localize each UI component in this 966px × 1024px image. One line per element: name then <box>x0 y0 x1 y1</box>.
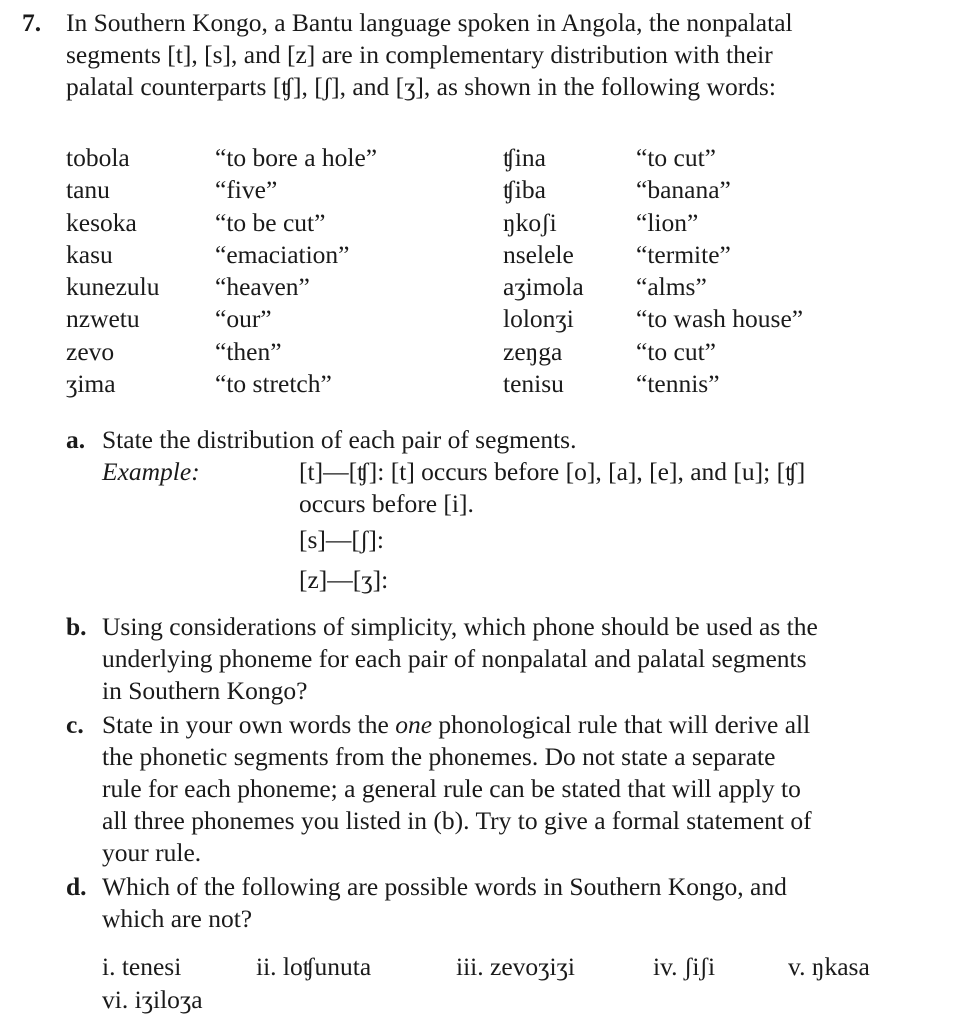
part-a-text <box>102 424 952 456</box>
option-row <box>102 984 962 1017</box>
word-row <box>66 336 926 368</box>
word-row <box>66 271 926 303</box>
word: aʒimola <box>503 272 584 302</box>
gloss: “emaciation” <box>215 239 350 269</box>
word: kunezulu <box>66 272 160 302</box>
intro-line: In Southern Kongo, a Bantu language spoken in Angola, the nonpalatal <box>66 8 793 37</box>
question-number: 7. <box>22 8 42 37</box>
word: zevo <box>66 336 115 366</box>
pair-z: [z]—[ʒ]: <box>299 565 389 594</box>
word: tobola <box>66 143 130 172</box>
word: tenisu <box>503 369 564 399</box>
word: lolonʒi <box>503 304 574 334</box>
intro-line: palatal counterparts [ʧ], [ʃ], and [ʒ], as shown in the following words: <box>66 72 776 101</box>
part-c-line: your rule. <box>102 838 202 867</box>
part-letter: b. <box>66 612 87 641</box>
option-item: v. ŋkasa <box>788 952 870 981</box>
example-line: [t]—[ʧ]: [t] occurs before [o], [a], [e], and [u]; [ʧ] <box>299 457 806 486</box>
word: ʧiba <box>503 175 546 205</box>
part-b-line: underlying phoneme for each pair of nonpalatal and palatal segments <box>102 644 807 673</box>
option-item: ii. loʧunuta <box>256 952 372 981</box>
option-item: vi. iʒiloʒa <box>102 985 203 1014</box>
gloss: “to be cut” <box>215 207 326 237</box>
part-c-line <box>102 709 952 741</box>
part-c-line: rule for each phoneme; a general rule can be stated that will apply to <box>102 774 801 803</box>
word-list <box>66 142 926 400</box>
gloss: “to stretch” <box>215 369 332 399</box>
gloss: “termite” <box>636 239 731 269</box>
word-row <box>66 207 926 239</box>
intro-line: segments [t], [s], and [z] are in complementary distribution with their <box>66 40 773 69</box>
word-options <box>102 951 962 1017</box>
word-row <box>66 239 926 271</box>
gloss: “heaven” <box>215 272 310 302</box>
part-c-line: the phonetic segments from the phonemes. Do not state a separate <box>102 742 776 771</box>
example-label: Example: <box>102 457 200 486</box>
word: ʧina <box>503 143 546 172</box>
part-b-line: in Southern Kongo? <box>102 676 308 705</box>
option-item: iii. zevoʒiʒi <box>456 952 575 981</box>
gloss: “to wash house” <box>636 304 804 334</box>
part-b-text <box>102 611 952 707</box>
part-c-emphasis: one <box>395 710 433 739</box>
part-c-text-before: State in your own words the <box>102 710 396 739</box>
question-intro <box>66 7 946 103</box>
gloss: “our” <box>215 304 272 334</box>
word: zeŋga <box>503 336 563 366</box>
example-line: occurs before [i]. <box>299 489 474 518</box>
word: ŋkoʃi <box>503 207 557 237</box>
word-row <box>66 368 926 400</box>
option-row <box>102 951 962 984</box>
gloss: “to cut” <box>636 143 716 172</box>
gloss: “tennis” <box>636 369 720 399</box>
part-a-line: State the distribution of each pair of segments. <box>102 425 577 454</box>
pair-s: [s]—[ʃ]: <box>299 525 384 554</box>
part-d-line: which are not? <box>102 904 253 933</box>
part-letter: d. <box>66 872 87 901</box>
option-item: iv. ʃiʃi <box>653 952 716 981</box>
gloss: “to bore a hole” <box>215 143 378 172</box>
part-b-line: Using considerations of simplicity, which phone should be used as the <box>102 612 818 641</box>
word: nzwetu <box>66 304 140 334</box>
gloss: “five” <box>215 175 278 205</box>
word-row <box>66 174 926 206</box>
option-item: i. tenesi <box>102 952 182 981</box>
gloss: “alms” <box>636 272 707 302</box>
part-letter: a. <box>66 425 86 454</box>
word-row <box>66 142 926 174</box>
part-c-text-after: phonological rule that will derive all <box>432 710 811 739</box>
gloss: “banana” <box>636 175 731 205</box>
part-letter: c. <box>66 710 84 739</box>
word: kesoka <box>66 207 137 237</box>
word: kasu <box>66 239 113 269</box>
part-d-text <box>102 871 952 935</box>
word: tanu <box>66 175 110 205</box>
gloss: “then” <box>215 336 282 366</box>
gloss: “to cut” <box>636 336 716 366</box>
word: ʒima <box>66 369 116 399</box>
word: nselele <box>503 239 574 269</box>
part-c-text <box>102 709 952 869</box>
part-c-line: all three phonemes you listed in (b). Try to give a formal statement of <box>102 806 812 835</box>
word-row <box>66 303 926 335</box>
example-text <box>299 456 939 520</box>
gloss: “lion” <box>636 207 699 237</box>
part-d-line: Which of the following are possible words in Southern Kongo, and <box>102 872 787 901</box>
